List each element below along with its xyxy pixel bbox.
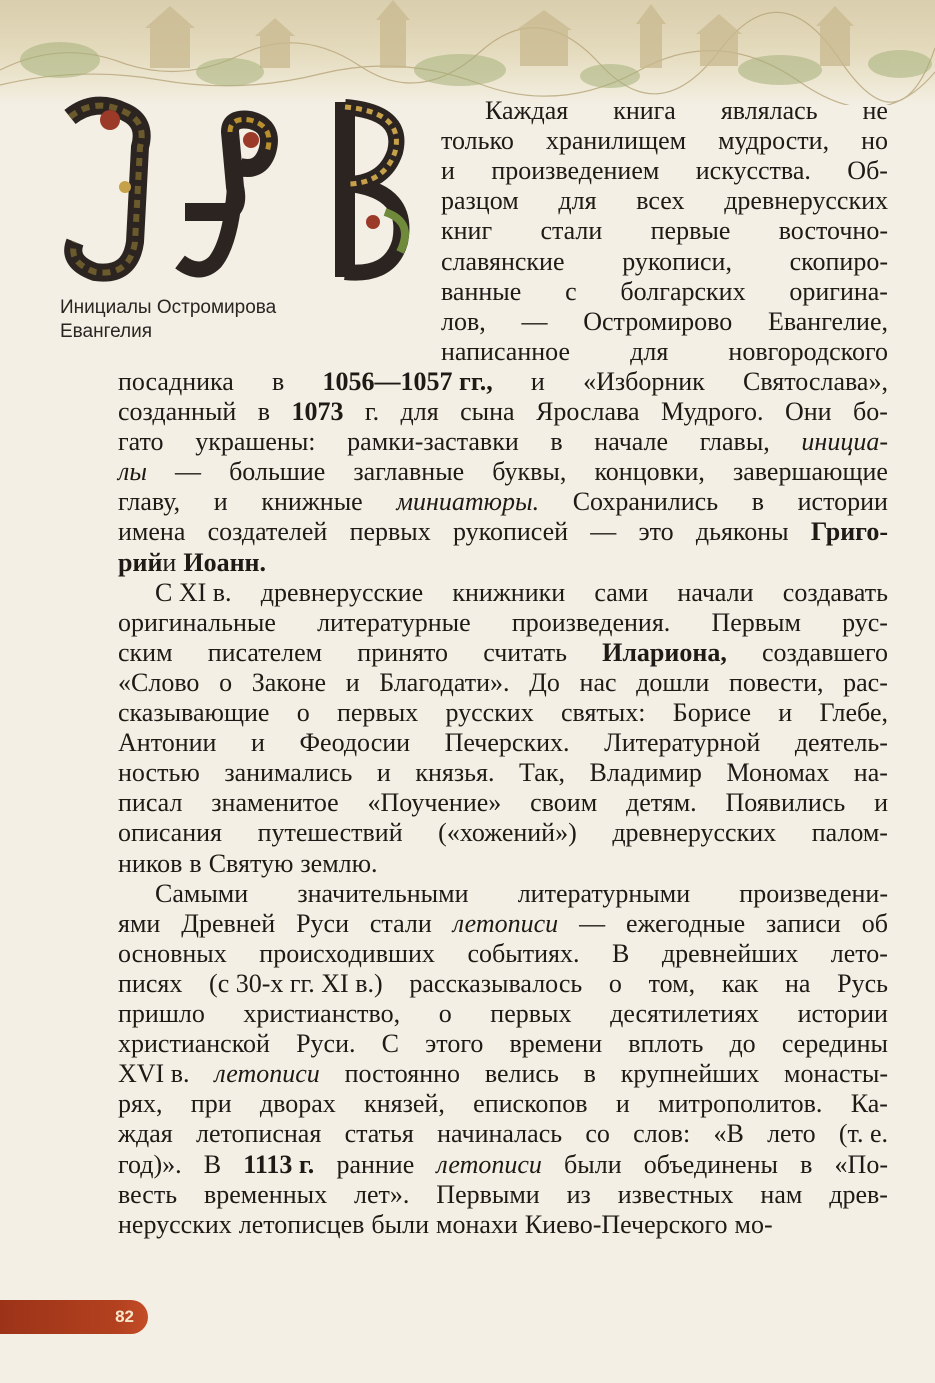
word: Литературной <box>604 728 761 758</box>
text-line <box>118 1210 888 1240</box>
word: 1056—1057 гг., <box>322 366 493 396</box>
word: создавать <box>782 577 888 607</box>
word: Появились <box>725 788 846 818</box>
word: ванные <box>441 276 522 306</box>
word: значительными <box>297 878 469 908</box>
word: восточно- <box>778 216 888 246</box>
word: не <box>862 96 888 125</box>
word: том, <box>648 968 696 998</box>
word: мудрости, <box>718 126 830 156</box>
text-line <box>118 427 888 457</box>
word: до <box>729 1029 756 1059</box>
text-line <box>118 999 888 1029</box>
word: записи <box>766 908 841 938</box>
caption-line: Инициалы Остромирова <box>60 297 277 318</box>
word: это <box>638 517 674 547</box>
word: созданный <box>118 397 237 426</box>
word: ников <box>118 848 183 878</box>
word: лы <box>118 457 147 487</box>
word: оригинальные <box>118 607 276 637</box>
word: нас <box>579 667 617 697</box>
word: палом- <box>811 818 888 848</box>
word: Законе <box>251 667 327 697</box>
word: рий <box>118 547 163 577</box>
word: со <box>585 1119 610 1149</box>
word: С <box>381 1029 399 1059</box>
word: буквы, <box>492 457 567 487</box>
word: крупнейших <box>620 1059 760 1089</box>
word: о <box>608 968 622 998</box>
word: нам <box>760 1179 803 1209</box>
word: книжники <box>452 577 566 607</box>
word: древ- <box>829 1179 888 1209</box>
word: стали <box>369 908 432 938</box>
word: десятилетиях <box>610 999 760 1028</box>
word: митрополитов. <box>658 1089 823 1119</box>
word: (с 30-х гг. XI в.) <box>209 968 383 998</box>
word: бо- <box>853 397 888 426</box>
word: первых <box>349 517 431 547</box>
word: Руси. <box>296 1029 356 1059</box>
text-line <box>118 1150 888 1180</box>
text-line <box>118 397 888 427</box>
word: на <box>784 968 811 998</box>
word: XVI в. <box>118 1059 190 1089</box>
word: слов: <box>633 1119 691 1149</box>
word: Русь <box>837 968 888 998</box>
word: Ярослава <box>536 397 640 426</box>
word: из <box>566 1179 591 1209</box>
word: «Слово <box>118 667 200 697</box>
text-line <box>118 909 888 939</box>
word: об <box>861 908 888 938</box>
word: сами <box>594 577 649 607</box>
word: монахи <box>435 1209 518 1239</box>
word: «Поучение» <box>367 788 502 818</box>
word: для <box>630 336 669 366</box>
word: для <box>400 397 439 426</box>
word: Они <box>784 397 832 426</box>
word: лов, <box>441 306 486 336</box>
text-line <box>118 487 888 517</box>
word: год)». <box>118 1149 182 1179</box>
text-line <box>118 698 888 728</box>
word: Об- <box>847 156 888 186</box>
word: Киево-Печерского <box>524 1209 728 1239</box>
word: объединены <box>643 1149 778 1179</box>
word: пришло <box>118 999 205 1028</box>
word: епископов <box>473 1089 588 1119</box>
word: считать <box>483 637 567 667</box>
word: весть <box>118 1179 178 1209</box>
word: создавшего <box>762 637 888 667</box>
word: начиналась <box>437 1119 563 1149</box>
word: летописи <box>452 908 559 938</box>
word: литературными <box>517 878 691 908</box>
word: посадника <box>118 366 234 396</box>
word: и <box>441 156 455 186</box>
word: истории <box>797 487 888 517</box>
word: Печерских. <box>444 728 570 758</box>
word: («хожений») <box>438 818 577 848</box>
word: главу, <box>118 487 181 517</box>
word: Борисе <box>672 698 752 727</box>
word: основных <box>118 938 227 968</box>
word: В <box>611 938 630 968</box>
word: Сохранились <box>572 487 719 517</box>
word: на- <box>853 758 888 788</box>
word: Мономах <box>726 758 830 788</box>
word: — <box>175 457 202 487</box>
word: 1113 г. <box>243 1149 315 1179</box>
word: Глебе, <box>819 698 888 727</box>
word: ностью <box>118 758 200 788</box>
word: в <box>800 1149 813 1179</box>
word: христианской <box>118 1029 270 1059</box>
word: древнерусские <box>260 577 424 607</box>
word: мо- <box>734 1209 773 1239</box>
word: лето <box>767 1119 816 1149</box>
word: в <box>257 397 271 426</box>
word: своим <box>530 788 598 818</box>
word: книга <box>613 96 676 125</box>
word: Святую <box>208 848 294 878</box>
word: г. <box>364 397 380 426</box>
word: рукописей <box>452 517 569 547</box>
word: дьяконы <box>695 517 789 547</box>
word: статья <box>344 1119 414 1149</box>
word: ями <box>118 908 161 938</box>
word: сказывающие <box>118 698 270 727</box>
word: ским <box>118 637 173 667</box>
word: древнерусских <box>724 186 888 216</box>
word: летописцев <box>238 1209 365 1239</box>
text-line <box>118 457 888 487</box>
text-line <box>118 818 888 848</box>
word: только <box>441 126 514 156</box>
word: С XI в. <box>155 577 232 607</box>
word: первые <box>650 216 731 246</box>
word: и <box>778 698 793 727</box>
word: русских <box>445 698 534 727</box>
word: рас- <box>843 667 888 697</box>
word: деятель- <box>794 728 888 758</box>
word: принято <box>357 637 449 667</box>
text-line <box>155 879 888 909</box>
word: были <box>564 1149 622 1179</box>
word: христианство, <box>243 999 401 1028</box>
word: летописи <box>436 1149 542 1179</box>
word: древнейших <box>661 938 799 968</box>
text-line <box>155 578 888 608</box>
word: Каждая <box>485 96 569 125</box>
word: — <box>579 908 606 938</box>
word: рассказывалось <box>409 968 583 998</box>
word: и <box>376 758 391 788</box>
text-line <box>118 638 888 668</box>
text-line <box>118 367 888 397</box>
text-line <box>118 758 888 788</box>
caption-line: Евангелия <box>60 321 153 342</box>
text-line <box>118 1029 888 1059</box>
text-line <box>118 668 888 698</box>
word: о <box>438 999 452 1028</box>
word: инициа- <box>801 427 888 457</box>
word: путешествий <box>257 818 403 848</box>
text-line <box>441 277 888 307</box>
word: стали <box>540 216 603 246</box>
word: с <box>565 276 577 306</box>
word: Ка- <box>850 1089 888 1119</box>
text-line <box>441 337 888 367</box>
word: описания <box>118 818 223 848</box>
word: разцом <box>441 186 519 216</box>
text-line <box>118 1059 888 1089</box>
word: Благодати». <box>379 667 510 697</box>
word: временных <box>203 1179 328 1209</box>
word: ждая <box>118 1119 173 1149</box>
word: о <box>219 667 233 697</box>
word: и <box>251 728 265 758</box>
word: рус- <box>842 607 888 637</box>
word: «В <box>713 1119 744 1149</box>
word: и <box>530 366 545 396</box>
word: Евангелие, <box>767 306 888 336</box>
text-line <box>441 216 888 246</box>
word: дошли <box>636 667 710 697</box>
text-line <box>441 126 888 156</box>
text-line <box>118 1119 888 1149</box>
text-line <box>441 247 888 277</box>
word: оригина- <box>789 276 888 306</box>
word: книг <box>441 216 493 246</box>
word: при <box>190 1089 232 1119</box>
word: большие <box>229 457 326 487</box>
word: в <box>550 427 563 457</box>
word: имена <box>118 517 186 547</box>
word: являлась <box>720 96 818 125</box>
word: происходивших <box>259 938 435 968</box>
word: знаменитое <box>211 788 339 818</box>
word: летописная <box>195 1119 322 1149</box>
word: Григо- <box>810 517 888 547</box>
word: (т. е. <box>838 1119 888 1149</box>
word: велись <box>484 1059 559 1089</box>
word: Древней <box>181 908 276 938</box>
word: в <box>272 366 285 396</box>
word: и <box>213 487 228 517</box>
word: нерусских <box>118 1209 232 1239</box>
word: дворах <box>259 1089 336 1119</box>
text-line <box>441 307 888 337</box>
word: Святослава», <box>743 366 888 396</box>
word: болгарских <box>620 276 746 306</box>
word: всех <box>636 186 685 216</box>
word: — <box>521 306 548 336</box>
word: начали <box>677 577 754 607</box>
word: рукописи, <box>622 246 732 276</box>
word: и <box>162 547 177 577</box>
word: повести, <box>728 667 824 697</box>
word: начале <box>594 427 669 457</box>
text-line <box>118 517 888 547</box>
word: и <box>345 667 360 697</box>
word: ранние <box>336 1149 415 1179</box>
word: До <box>529 667 560 697</box>
word: книжные <box>261 487 363 517</box>
word: миниатюры. <box>396 487 540 517</box>
word: «По- <box>834 1149 888 1179</box>
word: монасты- <box>784 1059 888 1089</box>
word: детям. <box>625 788 697 818</box>
word: писал <box>118 788 183 818</box>
word: новгородского <box>728 336 888 366</box>
word: летописи <box>214 1059 320 1089</box>
word: вплоть <box>628 1029 704 1059</box>
text-line <box>118 548 888 578</box>
word: Владимир <box>589 758 702 788</box>
word: главы, <box>699 427 770 457</box>
word: Руси <box>296 908 349 938</box>
word: занимались <box>224 758 353 788</box>
word: Мудрого. <box>660 397 764 426</box>
word: этого <box>425 1029 484 1059</box>
word: святых: <box>561 698 646 727</box>
word: ежегодные <box>626 908 746 938</box>
text-line <box>118 1180 888 1210</box>
word: о <box>296 698 310 727</box>
word: Илариона, <box>602 637 727 667</box>
word: Антонии <box>118 728 217 758</box>
word: времени <box>509 1029 603 1059</box>
word: Иоанн. <box>183 547 267 577</box>
word: первых <box>490 999 572 1028</box>
text-line <box>118 939 888 969</box>
word: литературные <box>317 607 471 637</box>
word: хранилищем <box>545 126 687 156</box>
text-line <box>441 186 888 216</box>
word: лет». <box>354 1179 410 1209</box>
text-line <box>118 1089 888 1119</box>
word: в <box>751 487 764 517</box>
word: 1073 <box>291 397 344 426</box>
word: постоянно <box>344 1059 461 1089</box>
word: написанное <box>441 336 571 366</box>
word: Так, <box>519 758 565 788</box>
word: — <box>590 517 617 547</box>
word: истории <box>797 999 888 1028</box>
word: писателем <box>207 637 323 667</box>
word: Феодосии <box>299 728 411 758</box>
word: первых <box>336 698 419 727</box>
text-line <box>118 969 888 999</box>
word: создателей <box>207 517 328 547</box>
word: искусства. <box>695 156 811 186</box>
text-line <box>118 608 888 638</box>
word: древнерусских <box>612 818 777 848</box>
word: произведением <box>491 156 660 186</box>
page-number-badge <box>0 1300 148 1334</box>
word: «Изборник <box>583 366 705 396</box>
word: но <box>861 126 888 156</box>
word: известных <box>617 1179 734 1209</box>
word: были <box>371 1209 429 1239</box>
text-line <box>485 96 888 126</box>
word: рамки-заставки <box>347 427 519 457</box>
word: и <box>615 1089 630 1119</box>
word: писях <box>118 968 183 998</box>
word: произведения. <box>511 607 671 637</box>
word: событиях. <box>467 938 580 968</box>
word: в <box>189 848 202 878</box>
word: Первым <box>711 607 801 637</box>
word: Самыми <box>155 878 249 908</box>
word: рях, <box>118 1089 163 1119</box>
text-line <box>118 849 888 879</box>
word: сына <box>460 397 515 426</box>
text-line <box>118 788 888 818</box>
word: скопиро- <box>789 246 888 276</box>
word: гато <box>118 427 164 457</box>
word: В <box>203 1149 222 1179</box>
word: как <box>721 968 759 998</box>
page-number: 82 <box>115 1307 134 1326</box>
word: славянские <box>441 246 565 276</box>
word: концовки, <box>594 457 705 487</box>
word: лето- <box>830 938 888 968</box>
text-line <box>118 728 888 758</box>
word: произведени- <box>739 878 888 908</box>
word: украшены: <box>195 427 316 457</box>
word: заглавные <box>353 457 465 487</box>
word: для <box>558 186 597 216</box>
word: и <box>874 788 888 818</box>
word: князей, <box>364 1089 445 1119</box>
word: Остромирово <box>583 306 733 336</box>
word: Первыми <box>436 1179 540 1209</box>
word: середины <box>781 1029 888 1059</box>
text-line <box>441 156 888 186</box>
word: завершающие <box>733 457 888 487</box>
word: князья. <box>415 758 495 788</box>
word: землю. <box>300 848 378 878</box>
word: в <box>583 1059 596 1089</box>
